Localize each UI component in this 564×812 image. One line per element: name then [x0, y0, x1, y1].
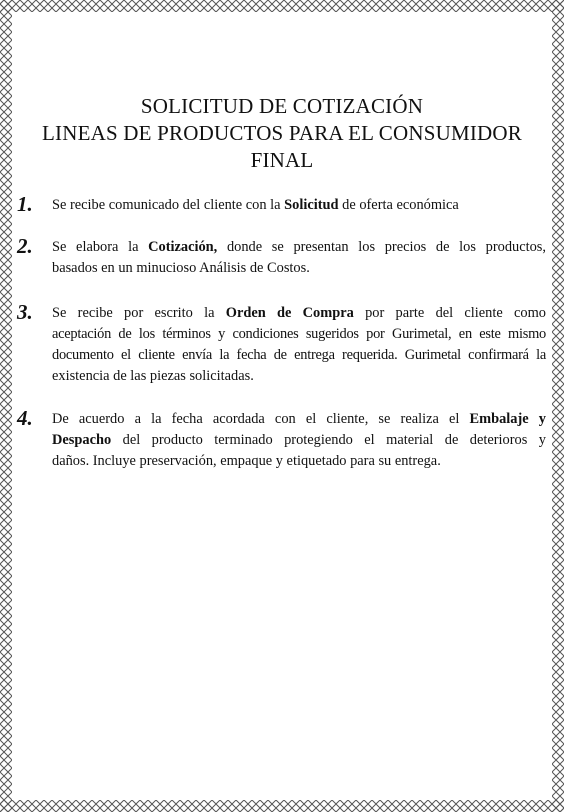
step-text: [52, 195, 546, 216]
title-line-1: SOLICITUD DE COTIZACIÓN: [140, 94, 424, 118]
step-highlight: Solicitud: [284, 197, 339, 213]
step-number: 3.: [17, 300, 33, 324]
step-highlight: Embalaje y: [469, 411, 546, 427]
step-text-line: basados en un minucioso Análisis de Costos.: [52, 260, 310, 276]
step-text: [52, 303, 546, 387]
step-text-line: existencia de las piezas solicitadas.: [52, 368, 254, 384]
step-text-part: donde se presentan los precios de los productos,: [217, 239, 546, 255]
step-text-part: De acuerdo a la fecha acordada con el cliente, se realiza el: [52, 411, 470, 427]
step-text-part: Se recibe comunicado del cliente con la: [52, 197, 285, 213]
step-highlight: Despacho: [52, 432, 112, 448]
step-text-line: daños. Incluye preservación, empaque y etiquetado para su entrega.: [52, 453, 441, 469]
step-highlight: Cotización,: [148, 239, 218, 255]
step-text-part: Se elabora la: [52, 239, 149, 255]
document-title: [20, 93, 544, 174]
step-text-part: del producto terminado protegiendo el material de deterioros y: [111, 432, 546, 448]
step-number: 1.: [17, 192, 33, 216]
step-text-part: de oferta económica: [338, 197, 459, 213]
step-text: [52, 409, 546, 472]
step-text-part: Se recibe por escrito la: [52, 305, 226, 321]
step-highlight: Orden de Compra: [225, 305, 354, 321]
step-number: 4.: [17, 406, 33, 430]
step-text-line: documento el cliente envía la fecha de entrega requerida. Gurimetal confirmará la: [52, 347, 546, 363]
step-text: [52, 237, 546, 279]
title-line-2: LINEAS DE PRODUCTOS PARA EL CONSUMIDOR: [42, 121, 522, 145]
title-line-3: FINAL: [250, 148, 314, 172]
step-text-line: aceptación de los términos y condiciones sugeridos por Gurimetal, en este mismo: [52, 326, 546, 342]
step-text-part: por parte del cliente como: [353, 305, 546, 321]
step-number: 2.: [17, 234, 33, 258]
